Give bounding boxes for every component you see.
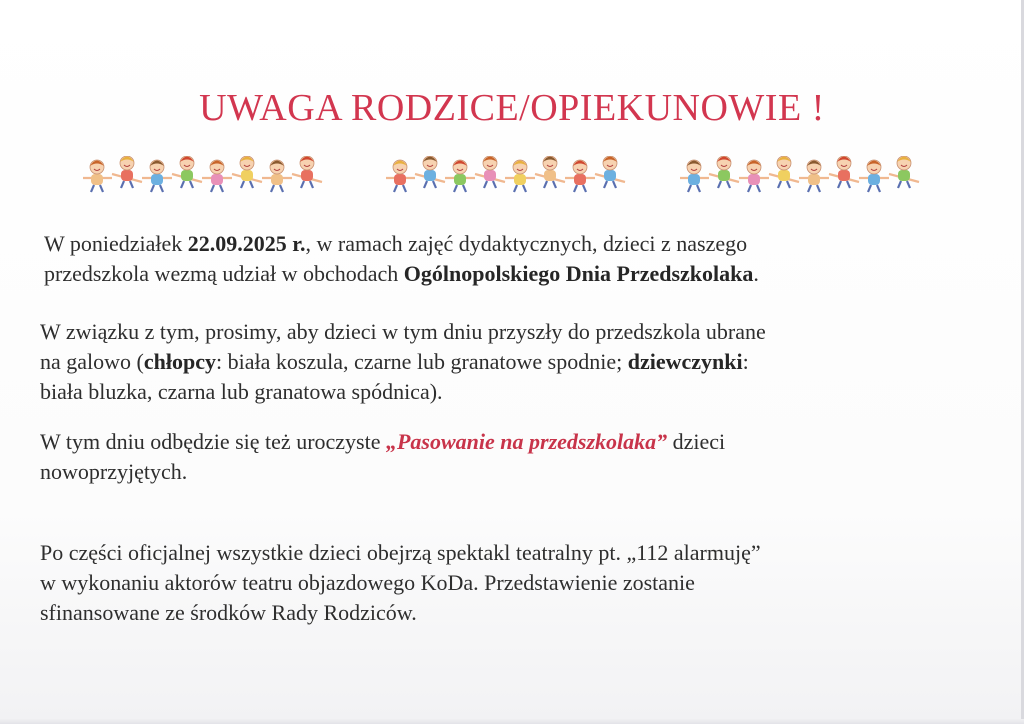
event-name: Ogólnopolskiego Dnia Przedszkolaka xyxy=(403,261,754,286)
child-figure xyxy=(565,160,595,192)
girls-label: dziewczynki xyxy=(627,349,743,374)
text-segment: , w ramach zajęć dydaktycznych, dzieci z naszego xyxy=(305,231,748,256)
child-figure xyxy=(709,156,739,188)
child-figure xyxy=(202,160,232,192)
child-figure xyxy=(112,156,142,188)
child-figure xyxy=(386,160,415,192)
paragraph-date-info xyxy=(40,229,994,289)
children-holding-hands-icon xyxy=(680,156,930,196)
event-date: 22.09.2025 r. xyxy=(187,231,306,256)
paragraph-dress-code xyxy=(40,317,990,407)
child-figure xyxy=(739,160,769,192)
children-holding-hands-icon xyxy=(386,156,636,196)
boys-label: chłopcy xyxy=(143,349,216,374)
children-holding-hands-icon xyxy=(83,156,333,196)
text-segment: biała bluzka, czarna lub granatowa spódnica). xyxy=(40,379,443,404)
child-figure xyxy=(595,156,625,188)
child-figure xyxy=(889,156,919,188)
notice-title: UWAGA RODZICE/OPIEKUNOWIE ! xyxy=(199,87,825,129)
child-figure xyxy=(799,160,829,192)
child-figure xyxy=(292,156,322,188)
child-figure xyxy=(859,160,889,192)
text-segment: W poniedziałek xyxy=(44,231,188,256)
text-segment: dzieci xyxy=(667,429,726,454)
text-segment: W tym dniu odbędzie się też uroczyste xyxy=(40,429,386,454)
child-figure xyxy=(535,156,565,188)
child-figure xyxy=(262,160,292,192)
child-figure xyxy=(769,156,799,188)
text-segment: Po części oficjalnej wszystkie dzieci obejrzą spektakl teatralny pt. „112 alarmuję” xyxy=(40,540,761,565)
child-figure xyxy=(475,156,505,188)
child-figure xyxy=(83,160,112,192)
ceremony-name: „Pasowanie na przedszkolaka” xyxy=(385,429,668,454)
text-segment: sfinansowane ze środków Rady Rodziców. xyxy=(40,600,417,625)
child-figure xyxy=(680,160,709,192)
child-figure xyxy=(142,160,172,192)
child-figure xyxy=(445,160,475,192)
child-figure xyxy=(172,156,202,188)
text-segment: nowoprzyjętych. xyxy=(40,459,188,484)
child-figure xyxy=(505,160,535,192)
text-segment: : xyxy=(742,349,749,374)
text-segment: . xyxy=(753,261,759,286)
page-edge-bottom xyxy=(0,719,1024,724)
child-figure xyxy=(232,156,262,188)
paragraph-theatre-show xyxy=(40,538,990,628)
child-figure xyxy=(415,156,445,188)
paragraph-ceremony xyxy=(40,427,990,487)
text-segment: : biała koszula, czarne lub granatowe spodnie; xyxy=(215,349,628,374)
child-figure xyxy=(829,156,859,188)
text-segment: W związku z tym, prosimy, aby dzieci w tym dniu przyszły do przedszkola ubrane xyxy=(40,319,766,344)
text-segment: na galowo ( xyxy=(40,349,144,374)
text-segment: przedszkola wezmą udział w obchodach xyxy=(44,261,404,286)
text-segment: w wykonaniu aktorów teatru objazdowego KoDa. Przedstawienie zostanie xyxy=(40,570,695,595)
